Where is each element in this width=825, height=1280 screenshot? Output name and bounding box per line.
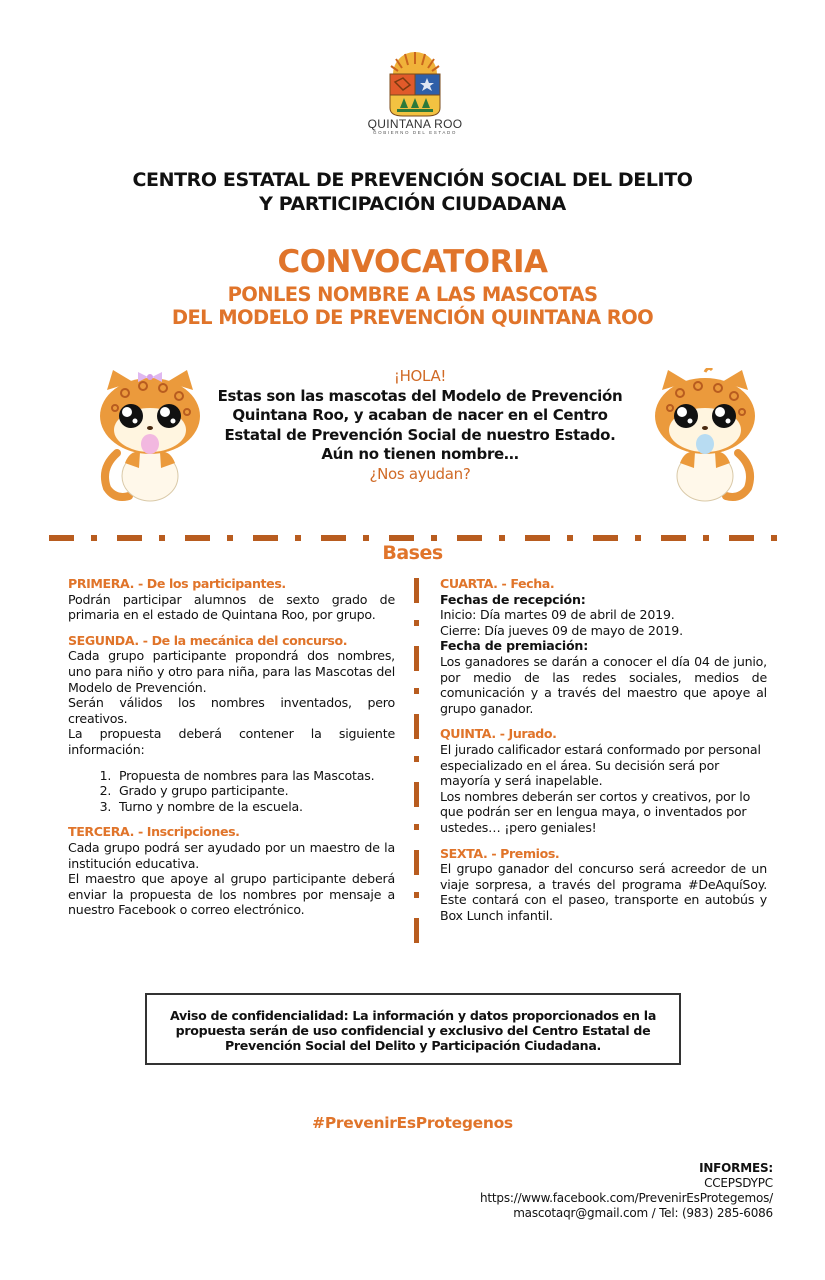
bases-left-column (68, 576, 395, 928)
bases-heading: Bases (382, 542, 443, 564)
org-title-line1: CENTRO ESTATAL DE PREVENCIÓN SOCIAL DEL DELITO (132, 169, 693, 191)
intro-line4: Aún no tienen nombre… (321, 445, 519, 463)
reception-dates-heading: Fechas de recepción: (440, 591, 586, 607)
horizontal-divider (49, 527, 789, 535)
intro-line1: Estas son las mascotas del Modelo de Prevención (217, 386, 623, 405)
bases-right-column (440, 576, 767, 933)
contact-heading: INFORMES: (699, 1161, 773, 1175)
divider-dash (414, 918, 419, 943)
notice-line1: Aviso de confidencialidad: La información y datos proporcionados en la (169, 1008, 657, 1023)
divider-dot (91, 535, 97, 541)
award-date-heading: Fecha de premiación: (440, 638, 589, 654)
award-date-body: Los ganadores se darán a conocer el día 04 de junio, por medio de las redes sociales, medios de comunicación y a través del maestro que apoye al grupo ganador. (440, 653, 767, 716)
list-item: 3. Turno y nombre de la escuela. (115, 799, 395, 815)
facebook-link[interactable]: https://www.facebook.com/PrevenirEsProtegemos/ (480, 1191, 773, 1205)
sun-rays (391, 52, 439, 74)
contact-info (373, 1161, 773, 1221)
divider-dot (414, 756, 419, 762)
divider-dash (253, 535, 278, 541)
divider-dash (593, 535, 618, 541)
email-phone[interactable]: mascotaqr@gmail.com / Tel: (983) 285-6086 (513, 1206, 773, 1220)
divider-dot (414, 620, 419, 626)
divider-dot (431, 535, 437, 541)
divider-dash (117, 535, 142, 541)
list-item: 2. Grado y grupo participante. (115, 783, 395, 799)
divider-dash (414, 714, 419, 739)
divider-dash (185, 535, 210, 541)
section-tercera (68, 824, 395, 918)
divider-dot (414, 688, 419, 694)
section-title: PRIMERA. - De los participantes. (68, 576, 286, 591)
section-paragraph: Los nombres deberán ser cortos y creativos, por lo que podrán ser en lengua maya, o inventados por ustedes… ¡pero geniales! (440, 788, 751, 835)
divider-dot (635, 535, 641, 541)
section-primera (68, 576, 395, 623)
divider-dash (414, 782, 419, 807)
divider-dot (363, 535, 369, 541)
divider-dash (661, 535, 686, 541)
list-item: 1. Propuesta de nombres para las Mascotas. (115, 768, 395, 784)
start-date: Inicio: Día martes 09 de abril de 2019. (440, 607, 675, 623)
campaign-hashtag: #PrevenirEsProtegenos (312, 1114, 513, 1132)
page-subtitle (40, 283, 785, 329)
divider-dot (227, 535, 233, 541)
section-segunda (68, 633, 395, 815)
subtitle-line2: DEL MODELO DE PREVENCIÓN QUINTANA ROO (171, 306, 654, 329)
divider-dash (414, 578, 419, 603)
intro-question: ¿Nos ayudan? (369, 464, 471, 483)
section-paragraph: Cada grupo participante propondrá dos nombres, uno para niño y otro para niña, para las Mascotas del Modelo de Prevención. (68, 648, 395, 695)
divider-dot (499, 535, 505, 541)
section-title: QUINTA. - Jurado. (440, 726, 557, 742)
divider-dot (567, 535, 573, 541)
jaguar-mascot-boy-icon (650, 368, 765, 503)
divider-dot (414, 892, 419, 898)
divider-dash (389, 535, 414, 541)
section-paragraph: La propuesta deberá contener la siguiente información: (68, 726, 395, 757)
confidentiality-notice (160, 1008, 666, 1053)
divider-dot (771, 535, 777, 541)
notice-line3: Prevención Social del Delito y Participación Ciudadana. (224, 1038, 602, 1053)
logo-name: QUINTANA ROO (367, 117, 463, 131)
section-paragraph: Cada grupo podrá ser ayudado por un maestro de la institución educativa. (68, 839, 395, 871)
intro-line2: Quintana Roo, y acaban de nacer en el Centro (232, 406, 608, 424)
section-paragraph: El maestro que apoye al grupo participante deberá enviar la propuesta de los nombres por mensaje a nuestro Facebook o correo electrónico. (68, 871, 395, 918)
divider-dash (49, 535, 74, 541)
intro-line3: Estatal de Prevención Social de nuestro Estado. (224, 425, 616, 444)
divider-dot (703, 535, 709, 541)
subtitle-line1: PONLES NOMBRE A LAS MASCOTAS (227, 283, 598, 306)
intro-greeting: ¡HOLA! (393, 367, 447, 385)
end-date: Cierre: Día jueves 09 de mayo de 2019. (440, 622, 683, 638)
divider-dash (457, 535, 482, 541)
divider-dash (321, 535, 346, 541)
section-paragraph: Serán válidos los nombres inventados, pero creativos. (68, 695, 395, 726)
logo-subtitle: GOBIERNO DEL ESTADO (373, 130, 457, 135)
vertical-divider (413, 578, 420, 950)
contact-org: CCEPSDYPC (704, 1176, 773, 1190)
section-title: TERCERA. - Inscripciones. (68, 824, 240, 840)
intro-text (200, 367, 640, 484)
divider-dash (729, 535, 754, 541)
section-title: CUARTA. - Fecha. (440, 576, 555, 591)
divider-dash (525, 535, 550, 541)
section-quinta (440, 726, 767, 835)
section-paragraph: El jurado calificador estará conformado por personal especializado en el área. Su decisión será por mayoría y será inapelable. (440, 741, 761, 789)
divider-dot (295, 535, 301, 541)
section-cuarta (440, 576, 767, 716)
divider-dash (414, 646, 419, 671)
org-title-line2: Y PARTICIPACIÓN CIUDADANA (259, 193, 566, 215)
notice-line2: propuesta serán de uso confidencial y exclusivo del Centro Estatal de (175, 1023, 651, 1038)
requirements-list (68, 768, 395, 815)
jaguar-mascot-girl-icon (95, 368, 210, 503)
section-body: El grupo ganador del concurso será acreedor de un viaje sorpresa, a través del programa #DeAquíSoy. Este contará con el paseo, transporte en autobús y Box Lunch infantil. (440, 861, 767, 923)
page-title: CONVOCATORIA (277, 244, 548, 280)
section-title: SEGUNDA. - De la mecánica del concurso. (68, 632, 348, 648)
divider-dot (159, 535, 165, 541)
organization-title (60, 168, 765, 216)
section-body: Podrán participar alumnos de sexto grado de primaria en el estado de Quintana Roo, por grupo. (68, 591, 395, 623)
section-title: SEXTA. - Premios. (440, 845, 560, 861)
divider-dash (414, 850, 419, 875)
divider-dot (414, 824, 419, 830)
section-sexta (440, 846, 767, 924)
